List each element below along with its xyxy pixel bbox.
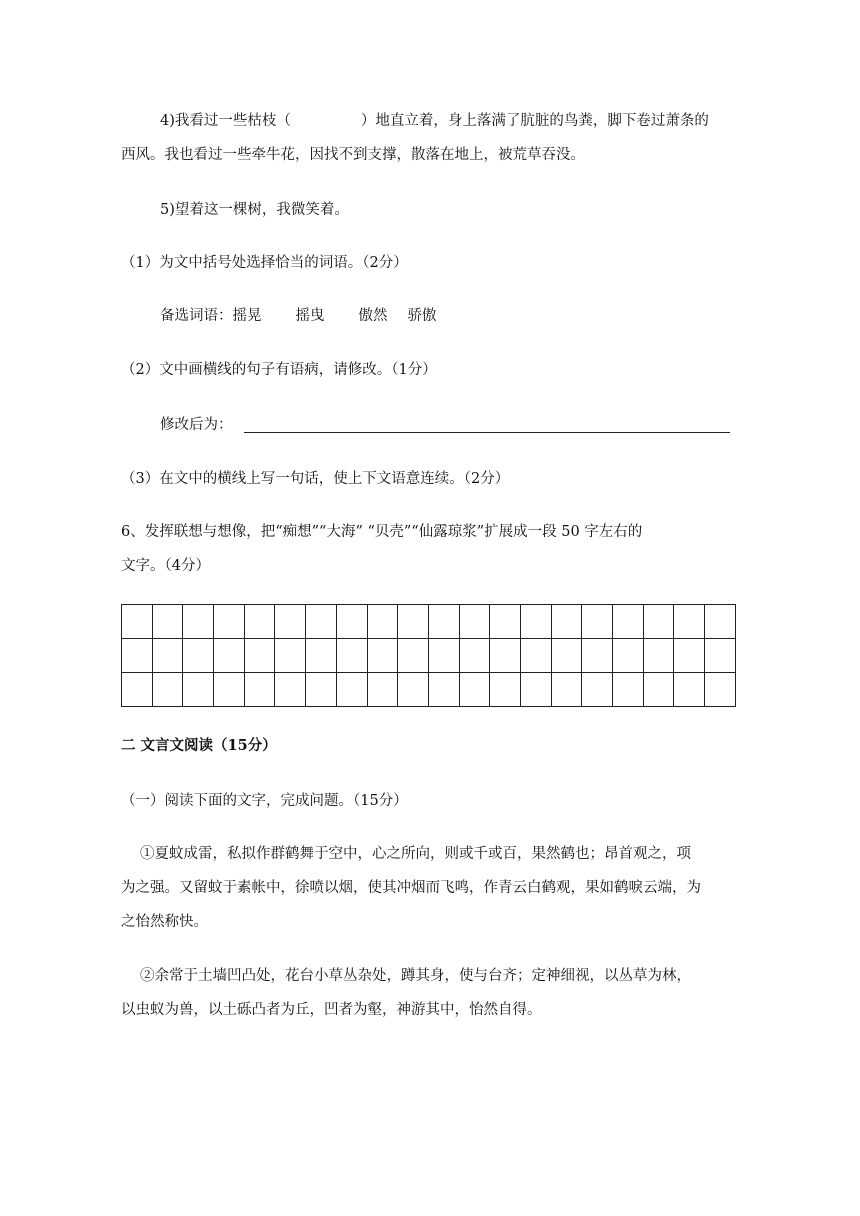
grid-cell[interactable] [214,673,245,707]
grid-row [122,605,736,639]
question-6-line-1: 6、发挥联想与想像，把“痴想”“大海” “贝壳”“仙露琼浆”扩展成一段 50 字左右的 [121,524,643,540]
grid-row [122,673,736,707]
grid-cell[interactable] [367,673,398,707]
grid-cell[interactable] [306,673,337,707]
grid-cell[interactable] [674,673,705,707]
grid-cell[interactable] [428,605,459,639]
grid-cell[interactable] [244,673,275,707]
grid-cell[interactable] [336,605,367,639]
grid-cell[interactable] [306,639,337,673]
grid-cell[interactable] [122,605,153,639]
grid-cell[interactable] [643,639,674,673]
grid-cell[interactable] [336,673,367,707]
passage-line-5: 5)望着这一棵树，我微笑着。 [160,202,349,218]
grid-cell[interactable] [122,673,153,707]
answer-underline[interactable] [244,432,730,433]
grid-cell[interactable] [551,605,582,639]
grid-cell[interactable] [674,639,705,673]
grid-cell[interactable] [551,673,582,707]
grid-cell[interactable] [613,605,644,639]
grid-cell[interactable] [490,673,521,707]
passage-text-4a: 4)我看过一些枯枝（ [160,113,291,129]
question-2-answer-label: 修改后为： [160,417,233,433]
grid-cell[interactable] [306,605,337,639]
grid-cell[interactable] [520,673,551,707]
grid-cell[interactable] [520,639,551,673]
grid-cell[interactable] [582,605,613,639]
grid-cell[interactable] [398,639,429,673]
grid-cell[interactable] [490,605,521,639]
grid-cell[interactable] [152,605,183,639]
classical-para-1-line-1: ①夏蚊成雷，私拟作群鹤舞于空中，心之所向，则或千或百，果然鹤也；昂首观之，项 [140,846,691,862]
option-word: 摇晃 [232,308,262,324]
question-1-prompt: （1）为文中括号处选择恰当的词语。（2分） [121,255,408,271]
grid-row [122,639,736,673]
grid-cell[interactable] [214,639,245,673]
grid-cell[interactable] [551,639,582,673]
grid-cell[interactable] [183,605,214,639]
grid-cell[interactable] [275,673,306,707]
grid-cell[interactable] [613,673,644,707]
grid-cell[interactable] [428,673,459,707]
section-2-heading: 二 文言文阅读（15分） [121,737,277,754]
grid-cell[interactable] [428,639,459,673]
grid-cell[interactable] [122,639,153,673]
grid-cell[interactable] [152,673,183,707]
option-word: 傲然 [358,308,388,324]
grid-cell[interactable] [705,639,736,673]
section-2-subheading: （一）阅读下面的文字，完成问题。（15分） [121,793,408,809]
options-label: 备选词语： [160,308,233,324]
grid-cell[interactable] [643,605,674,639]
grid-cell[interactable] [398,605,429,639]
passage-line-4c: 西风。我也看过一些牵牛花，因找不到支撑，散落在地上，被荒草吞没。 [121,147,585,163]
grid-cell[interactable] [705,673,736,707]
grid-cell[interactable] [613,639,644,673]
grid-cell[interactable] [520,605,551,639]
grid-cell[interactable] [674,605,705,639]
classical-para-2-line-2: 以虫蚁为兽，以土砾凸者为丘，凹者为壑，神游其中，怡然自得。 [121,1002,542,1018]
grid-cell[interactable] [643,673,674,707]
question-1-options [160,306,437,326]
grid-cell[interactable] [459,605,490,639]
grid-cell[interactable] [244,605,275,639]
grid-cell[interactable] [244,639,275,673]
grid-cell[interactable] [336,639,367,673]
question-6-line-2: 文字。（4分） [121,558,210,574]
grid-cell[interactable] [398,673,429,707]
writing-grid[interactable] [121,604,736,707]
grid-cell[interactable] [275,605,306,639]
classical-para-2-line-1: ②余常于土墙凹凸处，花台小草丛杂处，蹲其身，使与台齐；定神细视，以丛草为林， [140,968,691,984]
classical-para-1-line-3: 之怡然称快。 [121,914,208,930]
grid-cell[interactable] [582,639,613,673]
grid-cell[interactable] [582,673,613,707]
grid-cell[interactable] [183,639,214,673]
grid-cell[interactable] [367,639,398,673]
option-word: 摇曳 [295,308,325,324]
question-3-prompt: （3）在文中的横线上写一句话，使上下文语意连续。（2分） [121,471,510,487]
passage-line-4a [160,111,709,131]
grid-cell[interactable] [705,605,736,639]
question-2-prompt: （2）文中画横线的句子有语病，请修改。（1分） [121,362,437,378]
passage-text-4b: ）地直立着，身上落满了肮脏的鸟粪，脚下卷过萧条的 [360,113,709,129]
grid-cell[interactable] [152,639,183,673]
grid-cell[interactable] [214,605,245,639]
grid-cell[interactable] [183,673,214,707]
grid-cell[interactable] [367,605,398,639]
grid-cell[interactable] [459,673,490,707]
grid-cell[interactable] [490,639,521,673]
grid-cell[interactable] [459,639,490,673]
grid-cell[interactable] [275,639,306,673]
option-word: 骄傲 [407,308,437,324]
classical-para-1-line-2: 为之强。又留蚊于素帐中，徐喷以烟，使其冲烟而飞鸣，作青云白鹤观，果如鹤唳云端，为 [121,880,701,896]
